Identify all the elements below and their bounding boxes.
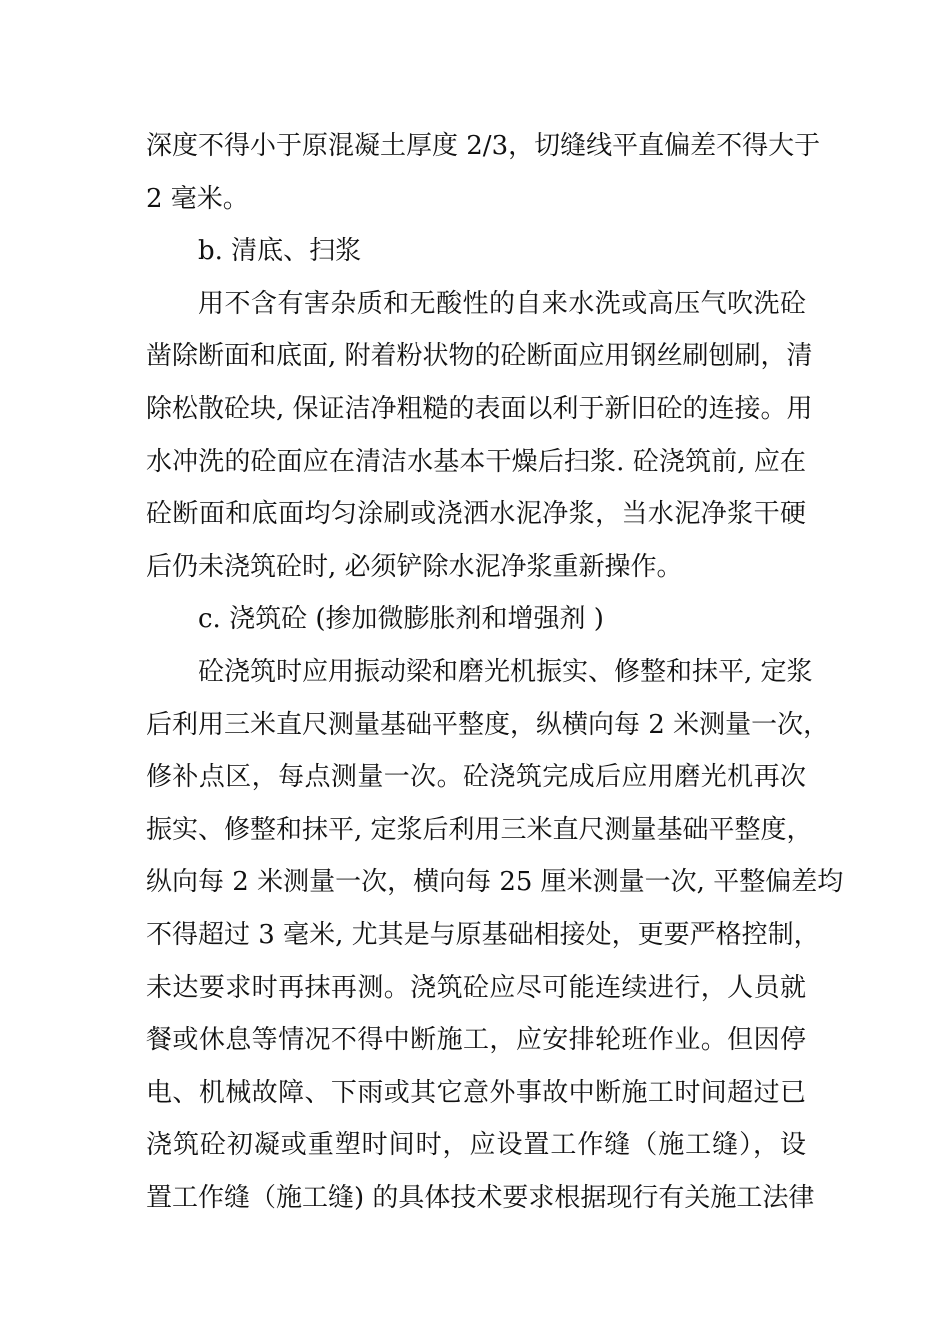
text-line: 凿除断面和底面, 附着粉状物的砼断面应用钢丝刷刨刷，清 [146,341,813,372]
text-line: 未达要求时再抹再测。浇筑砼应尽可能连续进行，人员就 [146,972,806,1003]
text-line: 除松散砼块, 保证洁净粗糙的表面以利于新旧砼的连接。用 [146,393,813,424]
document-body [146,120,844,1224]
text-line: 水冲洗的砼面应在清洁水基本干燥后扫浆. 砼浇筑前, 应在 [146,446,806,477]
text-line: 砼浇筑时应用振动梁和磨光机振实、修整和抹平, 定浆 [198,656,813,687]
text-line: b. 清底、扫浆 [198,236,362,267]
text-line: c. 浇筑砼 (掺加微膨胀剂和增强剂 ) [198,604,604,635]
text-line: 振实、修整和抹平, 定浆后利用三米直尺测量基础平整度， [146,814,813,845]
text-line: 2 毫米。 [146,183,249,214]
text-line: 用不含有害杂质和无酸性的自来水洗或高压气吹洗砼 [198,288,806,319]
text-line: 砼断面和底面均匀涂刷或浇洒水泥净浆，当水泥净浆干硬 [146,499,806,530]
text-line: 不得超过 3 毫米, 尤其是与原基础相接处，更要严格控制， [146,919,820,950]
text-line: 深度不得小于原混凝土厚度 2/3，切缝线平直偏差不得大于 [146,131,821,161]
text-line: 浇筑砼初凝或重塑时间时，应设置工作缝（施工缝），设 [146,1130,806,1161]
text-line: 修补点区，每点测量一次。砼浇筑完成后应用磨光机再次 [146,762,806,793]
text-line: 置工作缝（施工缝) 的具体技术要求根据现行有关施工法律 [146,1182,815,1213]
text-line: 电、机械故障、下雨或其它意外事故中断施工时间超过已 [146,1077,806,1108]
text-line: 后仍未浇筑砼时, 必须铲除水泥净浆重新操作。 [146,551,683,582]
text-line: 餐或休息等情况不得中断施工，应安排轮班作业。但因停 [146,1025,806,1056]
text-line: 纵向每 2 米测量一次，横向每 25 厘米测量一次, 平整偏差均 [146,867,844,898]
text-line: 后利用三米直尺测量基础平整度，纵横向每 2 米测量一次， [146,709,830,740]
